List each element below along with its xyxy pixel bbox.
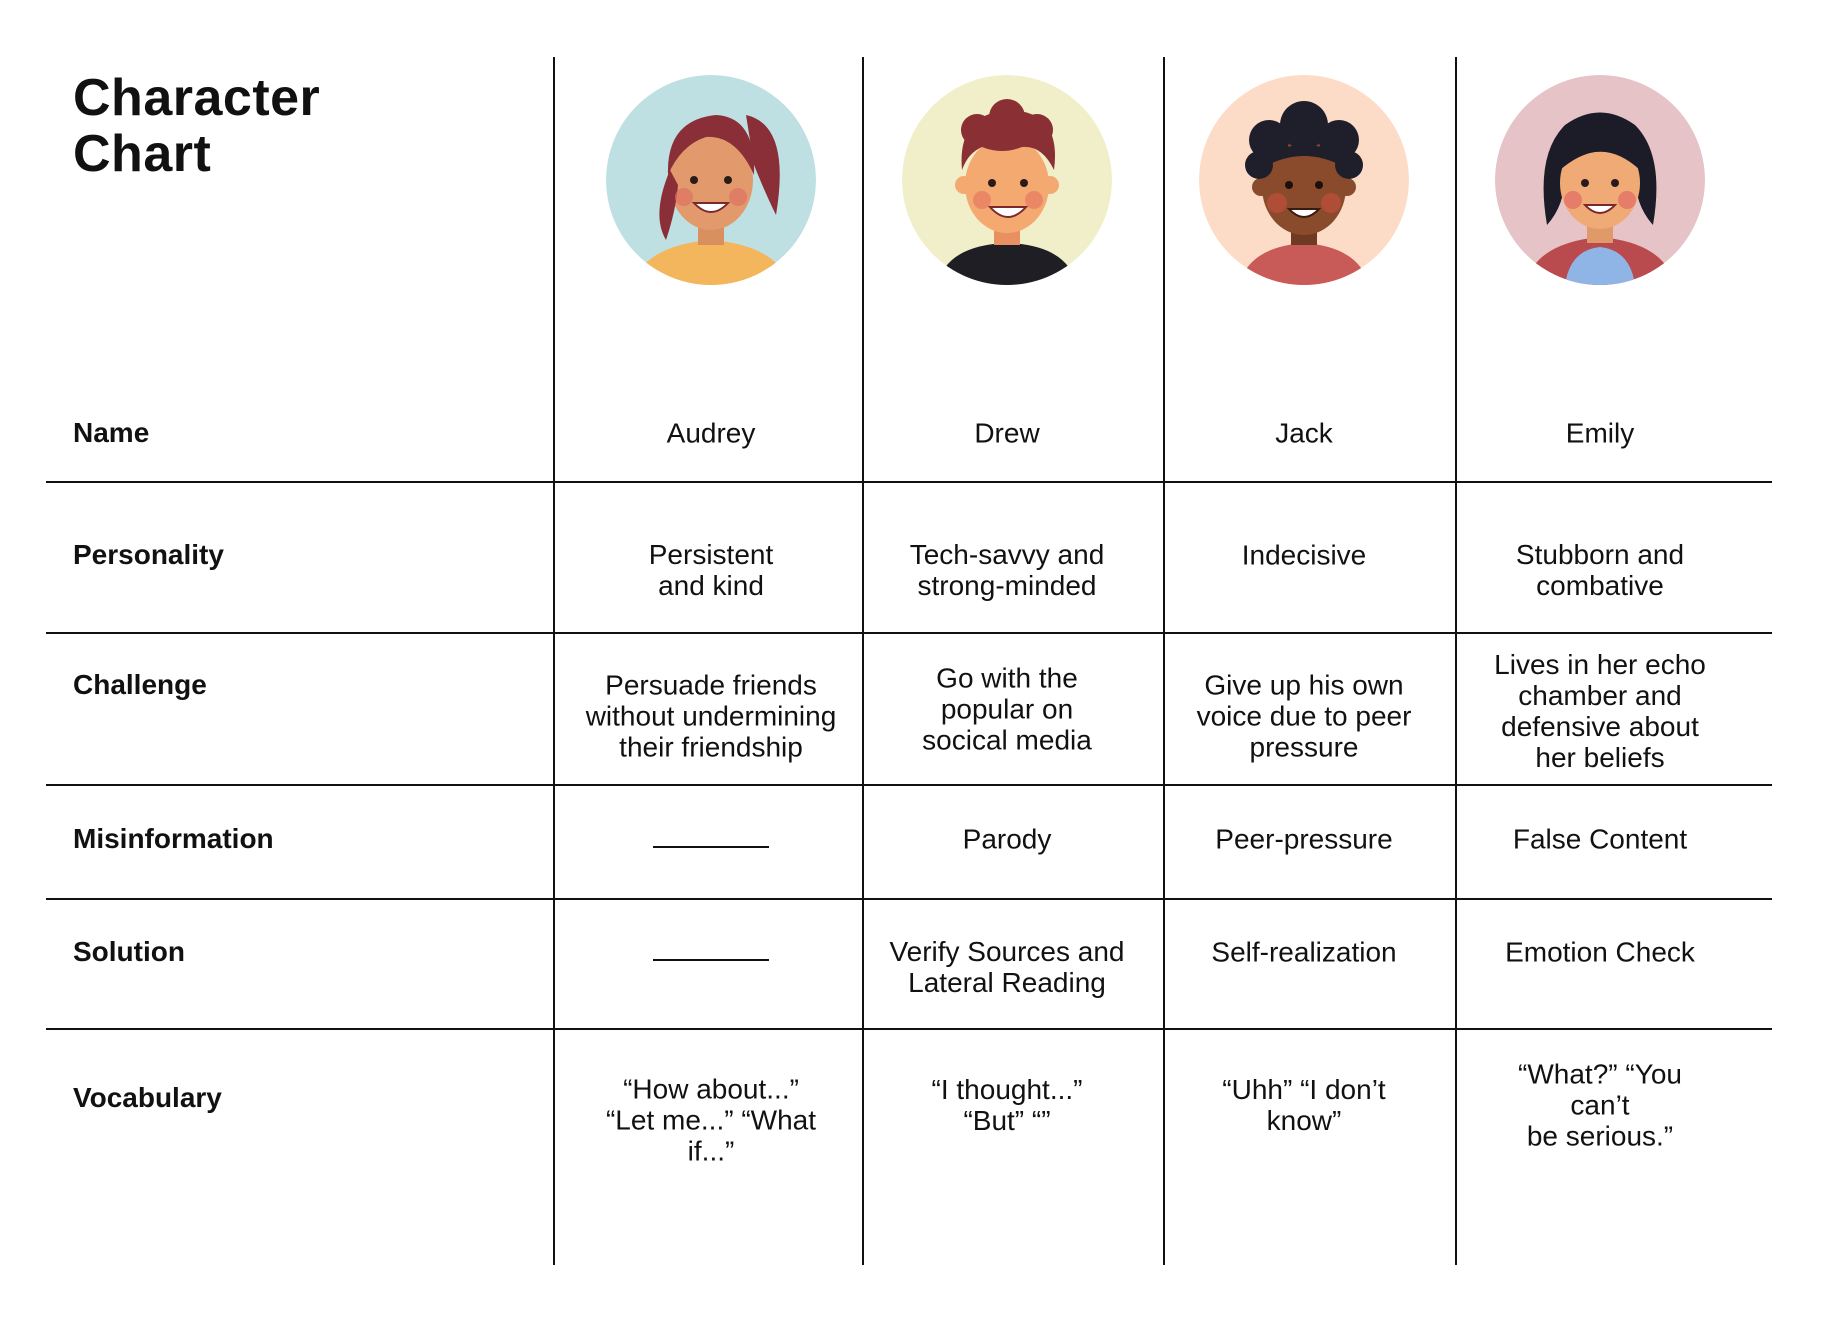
row-divider <box>46 1028 1772 1030</box>
challenge-jack: Give up his own voice due to peer pressure <box>1196 669 1412 763</box>
row-label-challenge: Challenge <box>73 669 207 700</box>
personality-audrey: Persistent and kind <box>648 539 774 601</box>
page-title <box>73 70 320 182</box>
row-label-vocabulary: Vocabulary <box>73 1082 222 1113</box>
row-label-misinformation: Misinformation <box>73 823 274 854</box>
solution-drew: Verify Sources and Lateral Reading <box>889 936 1125 998</box>
name-jack: Jack <box>1275 417 1333 449</box>
challenge-audrey: Persuade friends without undermining their friendship <box>585 669 837 763</box>
avatar-jack <box>1199 75 1409 285</box>
name-audrey: Audrey <box>666 417 756 449</box>
personality-emily: Stubborn and combative <box>1515 539 1685 601</box>
challenge-emily: Lives in her echo chamber and defensive about her beliefs <box>1494 649 1706 773</box>
boy-curly-avatar-icon <box>902 75 1112 285</box>
girl-ponytail-avatar-icon <box>606 75 816 285</box>
row-divider <box>46 632 1772 634</box>
blank-line-misinformation-audrey <box>653 846 769 848</box>
name-drew: Drew <box>974 417 1040 449</box>
vocabulary-audrey: “How about...” “Let me...” “What if...” <box>605 1073 817 1167</box>
avatar-drew <box>902 75 1112 285</box>
avatar-emily <box>1495 75 1705 285</box>
column-divider <box>553 57 555 1265</box>
row-divider <box>46 784 1772 786</box>
title-line-2: Chart <box>73 125 212 183</box>
avatar-audrey <box>606 75 816 285</box>
row-label-personality: Personality <box>73 539 224 570</box>
vocabulary-drew: “I thought...” “But” “” <box>931 1074 1083 1136</box>
misinformation-jack: Peer-pressure <box>1215 823 1393 855</box>
solution-jack: Self-realization <box>1211 936 1397 968</box>
misinformation-drew: Parody <box>962 823 1052 855</box>
row-divider <box>46 481 1772 483</box>
vocabulary-emily: “What?” “You can’t be serious.” <box>1518 1058 1682 1152</box>
misinformation-emily: False Content <box>1512 823 1688 855</box>
name-emily: Emily <box>1565 417 1635 449</box>
personality-drew: Tech-savvy and strong-minded <box>909 539 1105 601</box>
solution-emily: Emotion Check <box>1505 936 1695 968</box>
column-divider <box>862 57 864 1265</box>
row-label-solution: Solution <box>73 936 185 967</box>
challenge-drew: Go with the popular on socical media <box>922 662 1092 756</box>
boy-afro-avatar-icon <box>1199 75 1409 285</box>
row-label-name: Name <box>73 417 150 448</box>
column-divider <box>1455 57 1457 1265</box>
girl-black-hair-avatar-icon <box>1495 75 1705 285</box>
column-divider <box>1163 57 1165 1265</box>
vocabulary-jack: “Uhh” “I don’t know” <box>1222 1074 1386 1136</box>
blank-line-solution-audrey <box>653 959 769 961</box>
personality-jack: Indecisive <box>1241 539 1367 571</box>
title-line-1: Character <box>73 69 321 127</box>
row-divider <box>46 898 1772 900</box>
